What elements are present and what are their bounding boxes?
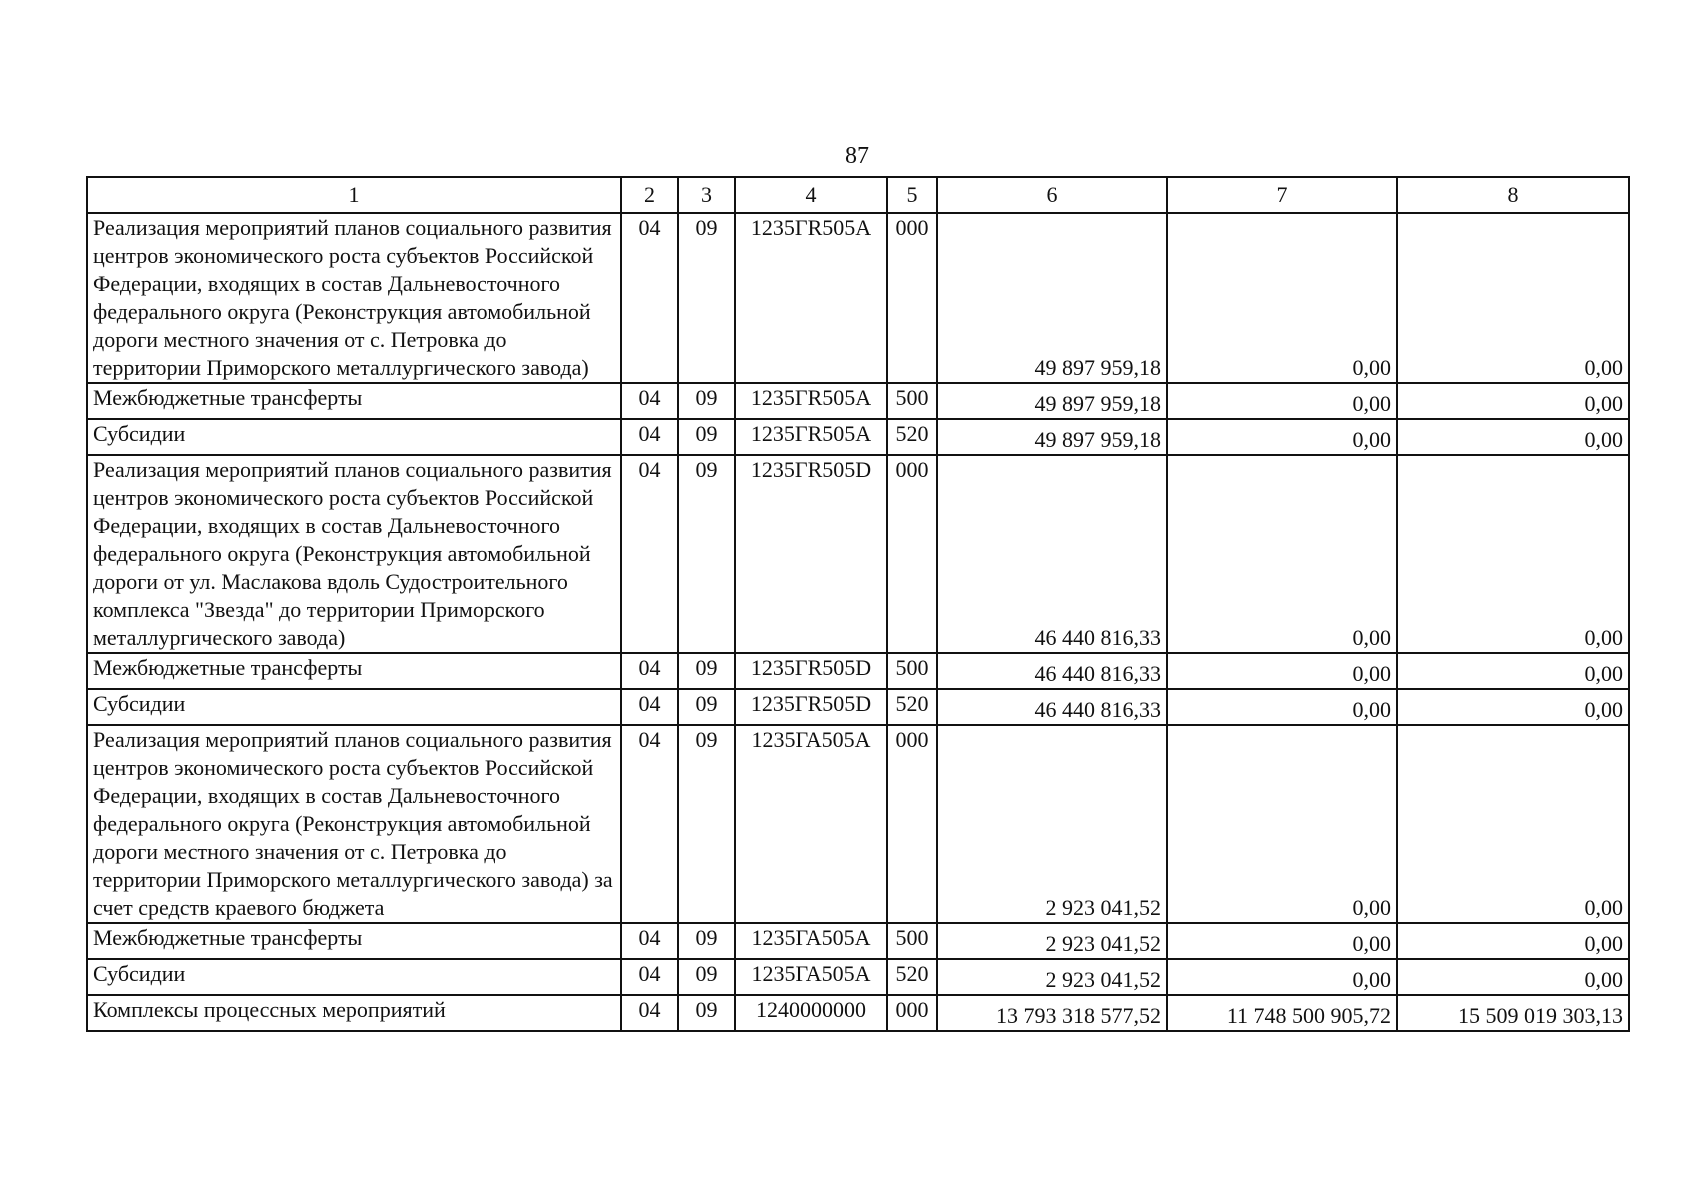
section-code-cell: 04	[621, 725, 678, 923]
expense-type-cell: 000	[887, 995, 937, 1031]
row-name-cell: Субсидии	[87, 689, 621, 725]
section-code-cell: 04	[621, 923, 678, 959]
amount-col6-cell: 13 793 318 577,52	[937, 995, 1167, 1031]
amount-col6-cell: 46 440 816,33	[937, 653, 1167, 689]
column-header-2: 2	[621, 177, 678, 213]
expense-type-cell: 500	[887, 923, 937, 959]
subsection-code-cell: 09	[678, 383, 735, 419]
target-article-cell: 1235ГА505А	[735, 923, 887, 959]
table-row	[87, 725, 1629, 923]
amount-col6-cell: 2 923 041,52	[937, 923, 1167, 959]
amount-col6-cell: 46 440 816,33	[937, 455, 1167, 653]
amount-col6-cell: 49 897 959,18	[937, 213, 1167, 383]
amount-col6-cell: 49 897 959,18	[937, 383, 1167, 419]
row-name-cell: Межбюджетные трансферты	[87, 653, 621, 689]
target-article-cell: 1235ГR505A	[735, 419, 887, 455]
table-row	[87, 213, 1629, 383]
subsection-code-cell: 09	[678, 995, 735, 1031]
amount-col6-cell: 49 897 959,18	[937, 419, 1167, 455]
subsection-code-cell: 09	[678, 959, 735, 995]
expense-type-cell: 000	[887, 725, 937, 923]
column-header-5: 5	[887, 177, 937, 213]
amount-col7-cell: 0,00	[1167, 689, 1397, 725]
column-header-1: 1	[87, 177, 621, 213]
amount-col7-cell: 0,00	[1167, 455, 1397, 653]
amount-col7-cell: 0,00	[1167, 959, 1397, 995]
amount-col8-cell: 0,00	[1397, 689, 1629, 725]
expense-type-cell: 000	[887, 455, 937, 653]
expense-type-cell: 520	[887, 959, 937, 995]
table-row	[87, 923, 1629, 959]
expense-type-cell: 520	[887, 689, 937, 725]
column-header-8: 8	[1397, 177, 1629, 213]
target-article-cell: 1235ГR505D	[735, 689, 887, 725]
column-header-3: 3	[678, 177, 735, 213]
section-code-cell: 04	[621, 689, 678, 725]
budget-table-body	[87, 177, 1629, 1031]
column-header-6: 6	[937, 177, 1167, 213]
amount-col7-cell: 0,00	[1167, 419, 1397, 455]
amount-col6-cell: 2 923 041,52	[937, 725, 1167, 923]
section-code-cell: 04	[621, 653, 678, 689]
row-name-cell: Реализация мероприятий планов социального развития центров экономического роста субъектов Российской Федерации, входящих в состав Дальневосточного федерального округа (Реконструкция автомобильной дороги от ул. Маслакова вдоль Судостроительного комплекса "Звезда" до территории Приморского металлургического завода)	[87, 455, 621, 653]
table-row	[87, 959, 1629, 995]
amount-col8-cell: 0,00	[1397, 419, 1629, 455]
subsection-code-cell: 09	[678, 653, 735, 689]
section-code-cell: 04	[621, 959, 678, 995]
row-name-cell: Реализация мероприятий планов социального развития центров экономического роста субъектов Российской Федерации, входящих в состав Дальневосточного федерального округа (Реконструкция автомобильной дороги местного значения от с. Петровка до территории Приморского металлургического завода) за счет средств краевого бюджета	[87, 725, 621, 923]
section-code-cell: 04	[621, 455, 678, 653]
row-name-cell: Субсидии	[87, 419, 621, 455]
subsection-code-cell: 09	[678, 689, 735, 725]
subsection-code-cell: 09	[678, 455, 735, 653]
row-name-cell: Реализация мероприятий планов социального развития центров экономического роста субъектов Российской Федерации, входящих в состав Дальневосточного федерального округа (Реконструкция автомобильной дороги местного значения от с. Петровка до территории Приморского металлургического завода)	[87, 213, 621, 383]
amount-col7-cell: 0,00	[1167, 653, 1397, 689]
table-row	[87, 995, 1629, 1031]
subsection-code-cell: 09	[678, 419, 735, 455]
target-article-cell: 1235ГR505D	[735, 653, 887, 689]
subsection-code-cell: 09	[678, 213, 735, 383]
amount-col8-cell: 0,00	[1397, 213, 1629, 383]
section-code-cell: 04	[621, 995, 678, 1031]
table-row	[87, 455, 1629, 653]
amount-col8-cell: 0,00	[1397, 653, 1629, 689]
amount-col7-cell: 0,00	[1167, 383, 1397, 419]
header-row	[87, 177, 1629, 213]
table-row	[87, 419, 1629, 455]
target-article-cell: 1235ГА505А	[735, 725, 887, 923]
row-name-cell: Межбюджетные трансферты	[87, 383, 621, 419]
row-name-cell: Межбюджетные трансферты	[87, 923, 621, 959]
page-number: 87	[845, 143, 869, 169]
expense-type-cell: 000	[887, 213, 937, 383]
amount-col6-cell: 2 923 041,52	[937, 959, 1167, 995]
section-code-cell: 04	[621, 213, 678, 383]
amount-col8-cell: 15 509 019 303,13	[1397, 995, 1629, 1031]
section-code-cell: 04	[621, 383, 678, 419]
amount-col7-cell: 0,00	[1167, 213, 1397, 383]
amount-col7-cell: 0,00	[1167, 923, 1397, 959]
table-row	[87, 689, 1629, 725]
row-name-cell: Субсидии	[87, 959, 621, 995]
subsection-code-cell: 09	[678, 725, 735, 923]
budget-table	[86, 176, 1630, 1032]
expense-type-cell: 520	[887, 419, 937, 455]
target-article-cell: 1240000000	[735, 995, 887, 1031]
amount-col7-cell: 0,00	[1167, 725, 1397, 923]
subsection-code-cell: 09	[678, 923, 735, 959]
table-row	[87, 383, 1629, 419]
row-name-cell: Комплексы процессных мероприятий	[87, 995, 621, 1031]
amount-col6-cell: 46 440 816,33	[937, 689, 1167, 725]
amount-col8-cell: 0,00	[1397, 923, 1629, 959]
amount-col8-cell: 0,00	[1397, 959, 1629, 995]
target-article-cell: 1235ГR505A	[735, 213, 887, 383]
amount-col8-cell: 0,00	[1397, 455, 1629, 653]
target-article-cell: 1235ГR505D	[735, 455, 887, 653]
column-header-7: 7	[1167, 177, 1397, 213]
target-article-cell: 1235ГА505А	[735, 959, 887, 995]
amount-col7-cell: 11 748 500 905,72	[1167, 995, 1397, 1031]
column-header-4: 4	[735, 177, 887, 213]
amount-col8-cell: 0,00	[1397, 383, 1629, 419]
table-row	[87, 653, 1629, 689]
section-code-cell: 04	[621, 419, 678, 455]
expense-type-cell: 500	[887, 653, 937, 689]
expense-type-cell: 500	[887, 383, 937, 419]
target-article-cell: 1235ГR505A	[735, 383, 887, 419]
amount-col8-cell: 0,00	[1397, 725, 1629, 923]
